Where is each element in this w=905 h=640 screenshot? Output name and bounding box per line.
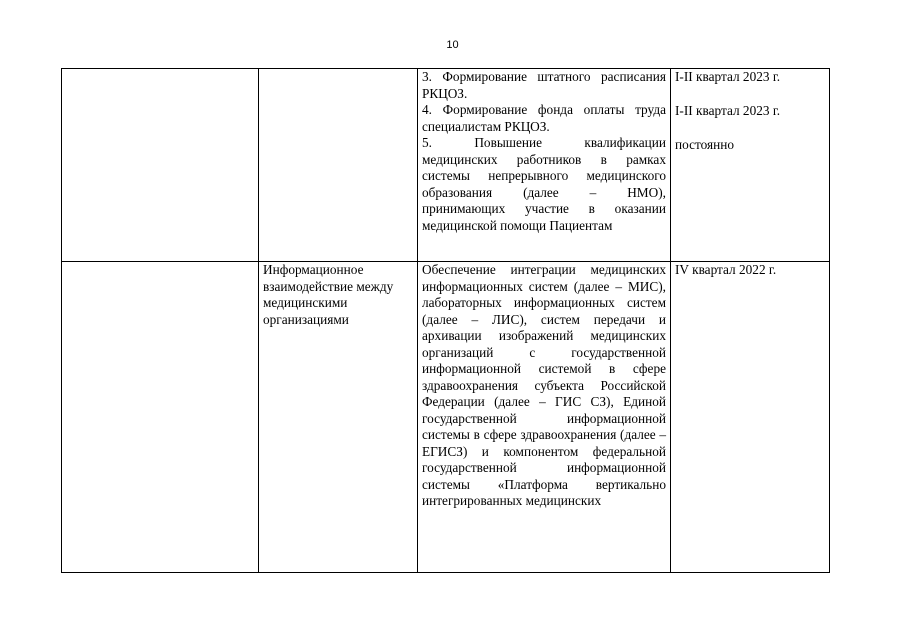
document-table xyxy=(61,68,830,573)
table-cell-empty xyxy=(62,262,259,573)
table-row xyxy=(62,69,830,262)
table-cell-activities xyxy=(418,69,671,262)
schedule-entry: I-II квартал 2023 г. xyxy=(675,103,781,118)
table-cell-schedule: IV квартал 2022 г. xyxy=(671,262,830,573)
table-cell-section: Информационное взаимодействие между медицинскими организациями xyxy=(259,262,418,573)
activity-item: 4. Формирование фонда оплаты труда специалистам РКЦОЗ. xyxy=(422,102,666,134)
table-cell-section xyxy=(259,69,418,262)
schedule-entry: I-II квартал 2023 г. xyxy=(675,69,781,84)
activity-item: 3. Формирование штатного расписания РКЦОЗ. xyxy=(422,69,666,101)
activity-item: 5. Повышение квалификации медицинских работников в рамках системы непрерывного медицинского образования (далее – НМО), принимающих участие в оказании медицинской помощи Пациентам xyxy=(422,135,666,233)
page-number: 10 xyxy=(446,39,459,51)
schedule-entry: постоянно xyxy=(675,137,735,152)
table-cell-empty xyxy=(62,69,259,262)
table-cell-schedule xyxy=(671,69,830,262)
table-row xyxy=(62,262,830,573)
table-cell-activities: Обеспечение интеграции медицинских информационных систем (далее – МИС), лабораторных информационных систем (далее – ЛИС), систем передачи и архивации изображений медицинских организаций с государственной информационной системой в сфере здравоохранения субъекта Российской Федерации (далее – ГИС СЗ), Единой государственной информационной системы в сфере здравоохранения (далее – ЕГИСЗ) и компонентом федеральной государственной информационной системы «Платформа вертикально интегрированных медицинских xyxy=(418,262,671,573)
